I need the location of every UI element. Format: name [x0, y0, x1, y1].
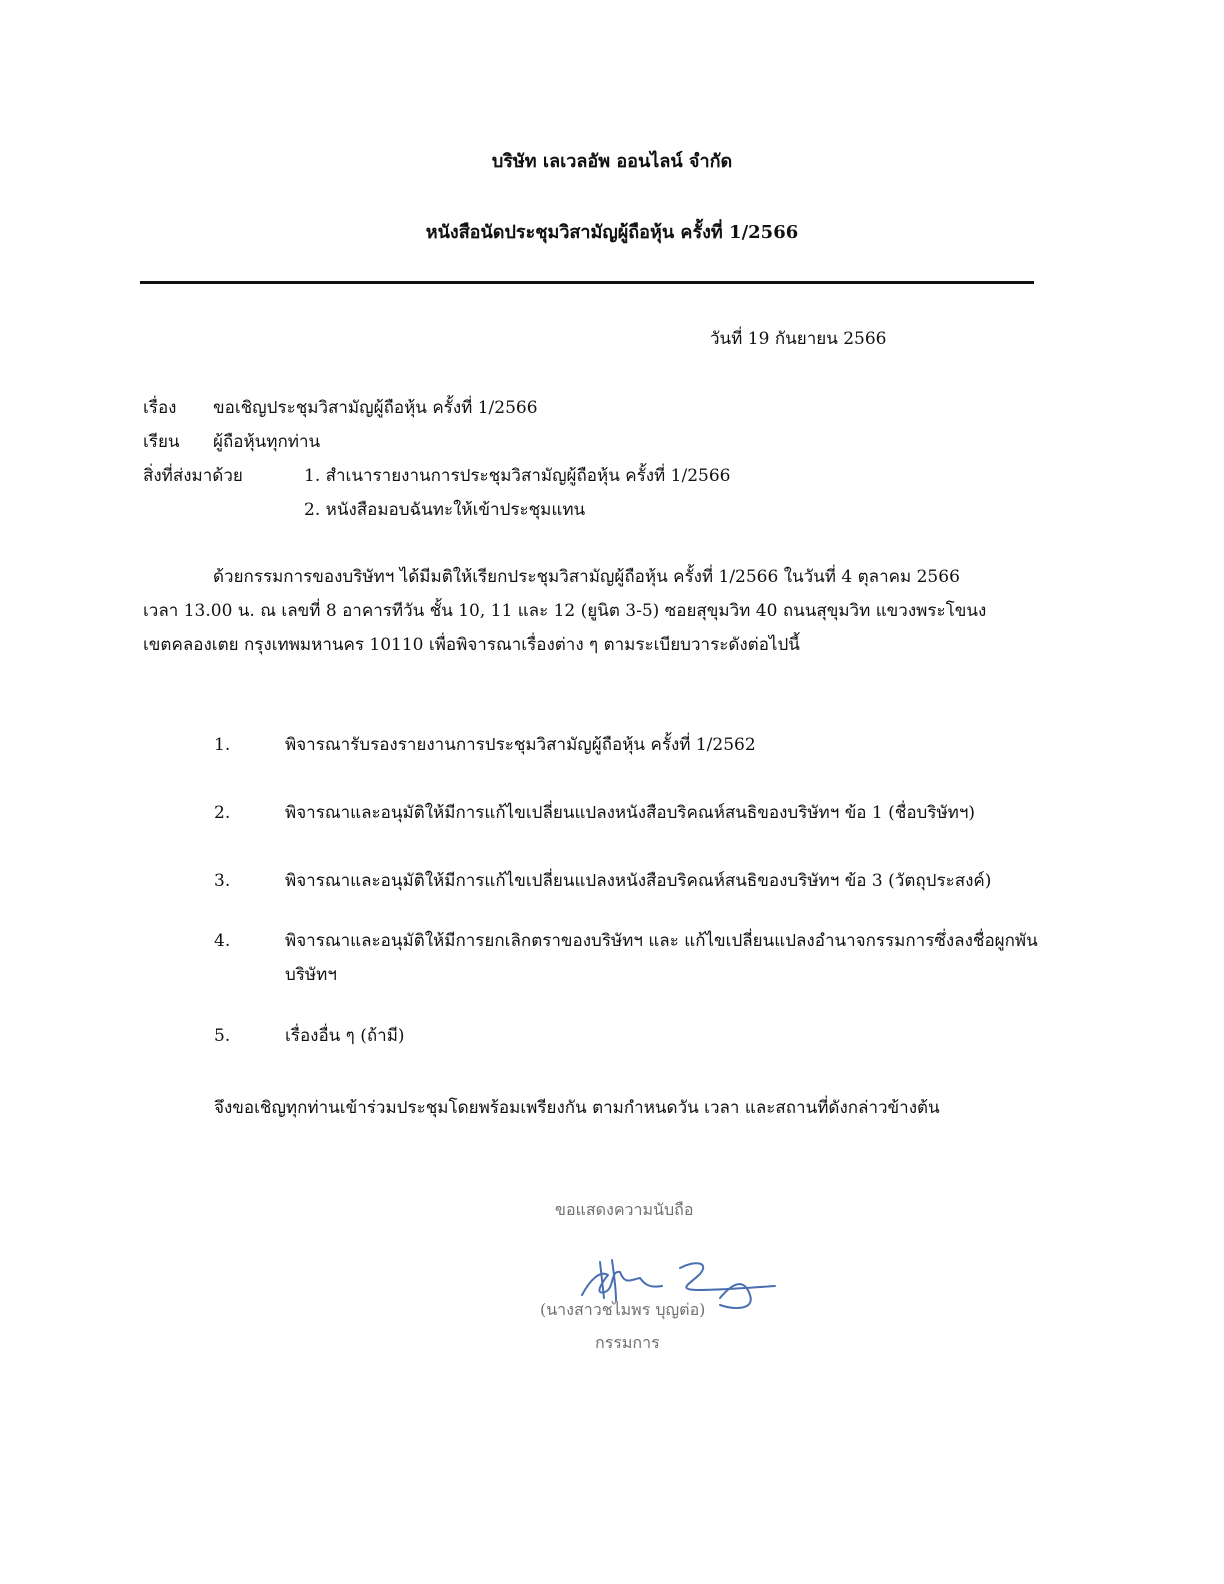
signatory-name: (นางสาวชไมพร บุญต่อ)	[540, 1300, 706, 1319]
signatory-position: กรรมการ	[595, 1333, 660, 1352]
enclosures-label: สิ่งที่ส่งมาด้วย	[143, 466, 243, 486]
salutation: ขอแสดงความนับถือ	[555, 1200, 694, 1219]
document-date: วันที่ 19 กันยายน 2566	[710, 329, 887, 349]
to-label: เรียน	[143, 432, 180, 452]
company-name: บริษัท เลเวลอัพ ออนไลน์ จำกัด	[491, 151, 733, 172]
agenda-text: พิจารณาและอนุมัติให้มีการยกเลิกตราของบริษัทฯ และ แก้ไขเปลี่ยนแปลงอำนาจกรรมการซึ่งลงชื่อผูกพัน บริษัทฯ	[285, 931, 1038, 985]
subject-value: ขอเชิญประชุมวิสามัญผู้ถือหุ้น ครั้งที่ 1/2566	[213, 398, 538, 418]
agenda-text: เรื่องอื่น ๆ (ถ้ามี)	[285, 1026, 405, 1046]
agenda-number: 2.	[214, 803, 231, 823]
body-line: เขตคลองเตย กรุงเทพมหานคร 10110 เพื่อพิจารณาเรื่องต่าง ๆ ตามระเบียบวาระดังต่อไปนี้	[143, 635, 800, 655]
agenda-number: 5.	[214, 1026, 231, 1046]
enclosure-item: 2. หนังสือมอบฉันทะให้เข้าประชุมแทน	[304, 500, 586, 520]
agenda-text: พิจารณารับรองรายงานการประชุมวิสามัญผู้ถือหุ้น ครั้งที่ 1/2562	[285, 735, 756, 755]
subject-label: เรื่อง	[143, 398, 177, 418]
agenda-number: 1.	[214, 735, 231, 755]
agenda-number: 4.	[214, 931, 231, 951]
agenda-text: พิจารณาและอนุมัติให้มีการแก้ไขเปลี่ยนแปลงหนังสือบริคณห์สนธิของบริษัทฯ ข้อ 1 (ชื่อบริษัทฯ)	[285, 803, 976, 823]
body-paragraph	[143, 560, 1063, 662]
enclosure-item: 1. สำเนารายงานการประชุมวิสามัญผู้ถือหุ้น ครั้งที่ 1/2566	[304, 466, 731, 486]
document-title: หนังสือนัดประชุมวิสามัญผู้ถือหุ้น ครั้งที่ 1/2566	[425, 222, 799, 243]
to-value: ผู้ถือหุ้นทุกท่าน	[213, 432, 321, 452]
closing-sentence: จึงขอเชิญทุกท่านเข้าร่วมประชุมโดยพร้อมเพรียงกัน ตามกำหนดวัน เวลา และสถานที่ดังกล่าวข้างต้น	[214, 1098, 940, 1118]
header-divider	[140, 281, 1034, 284]
body-line: ด้วยกรรมการของบริษัทฯ ได้มีมติให้เรียกประชุมวิสามัญผู้ถือหุ้น ครั้งที่ 1/2566 ในวันที่ 4 ตุลาคม 2566	[213, 567, 960, 587]
agenda-number: 3.	[214, 871, 231, 891]
body-line: เวลา 13.00 น. ณ เลขที่ 8 อาคารทีวัน ชั้น 10, 11 และ 12 (ยูนิต 3-5) ซอยสุขุมวิท 40 ถนนสุขุมวิท แขวงพระโขนง	[143, 601, 987, 621]
agenda-text: พิจารณาและอนุมัติให้มีการแก้ไขเปลี่ยนแปลงหนังสือบริคณห์สนธิของบริษัทฯ ข้อ 3 (วัตถุประสงค์)	[285, 871, 992, 891]
